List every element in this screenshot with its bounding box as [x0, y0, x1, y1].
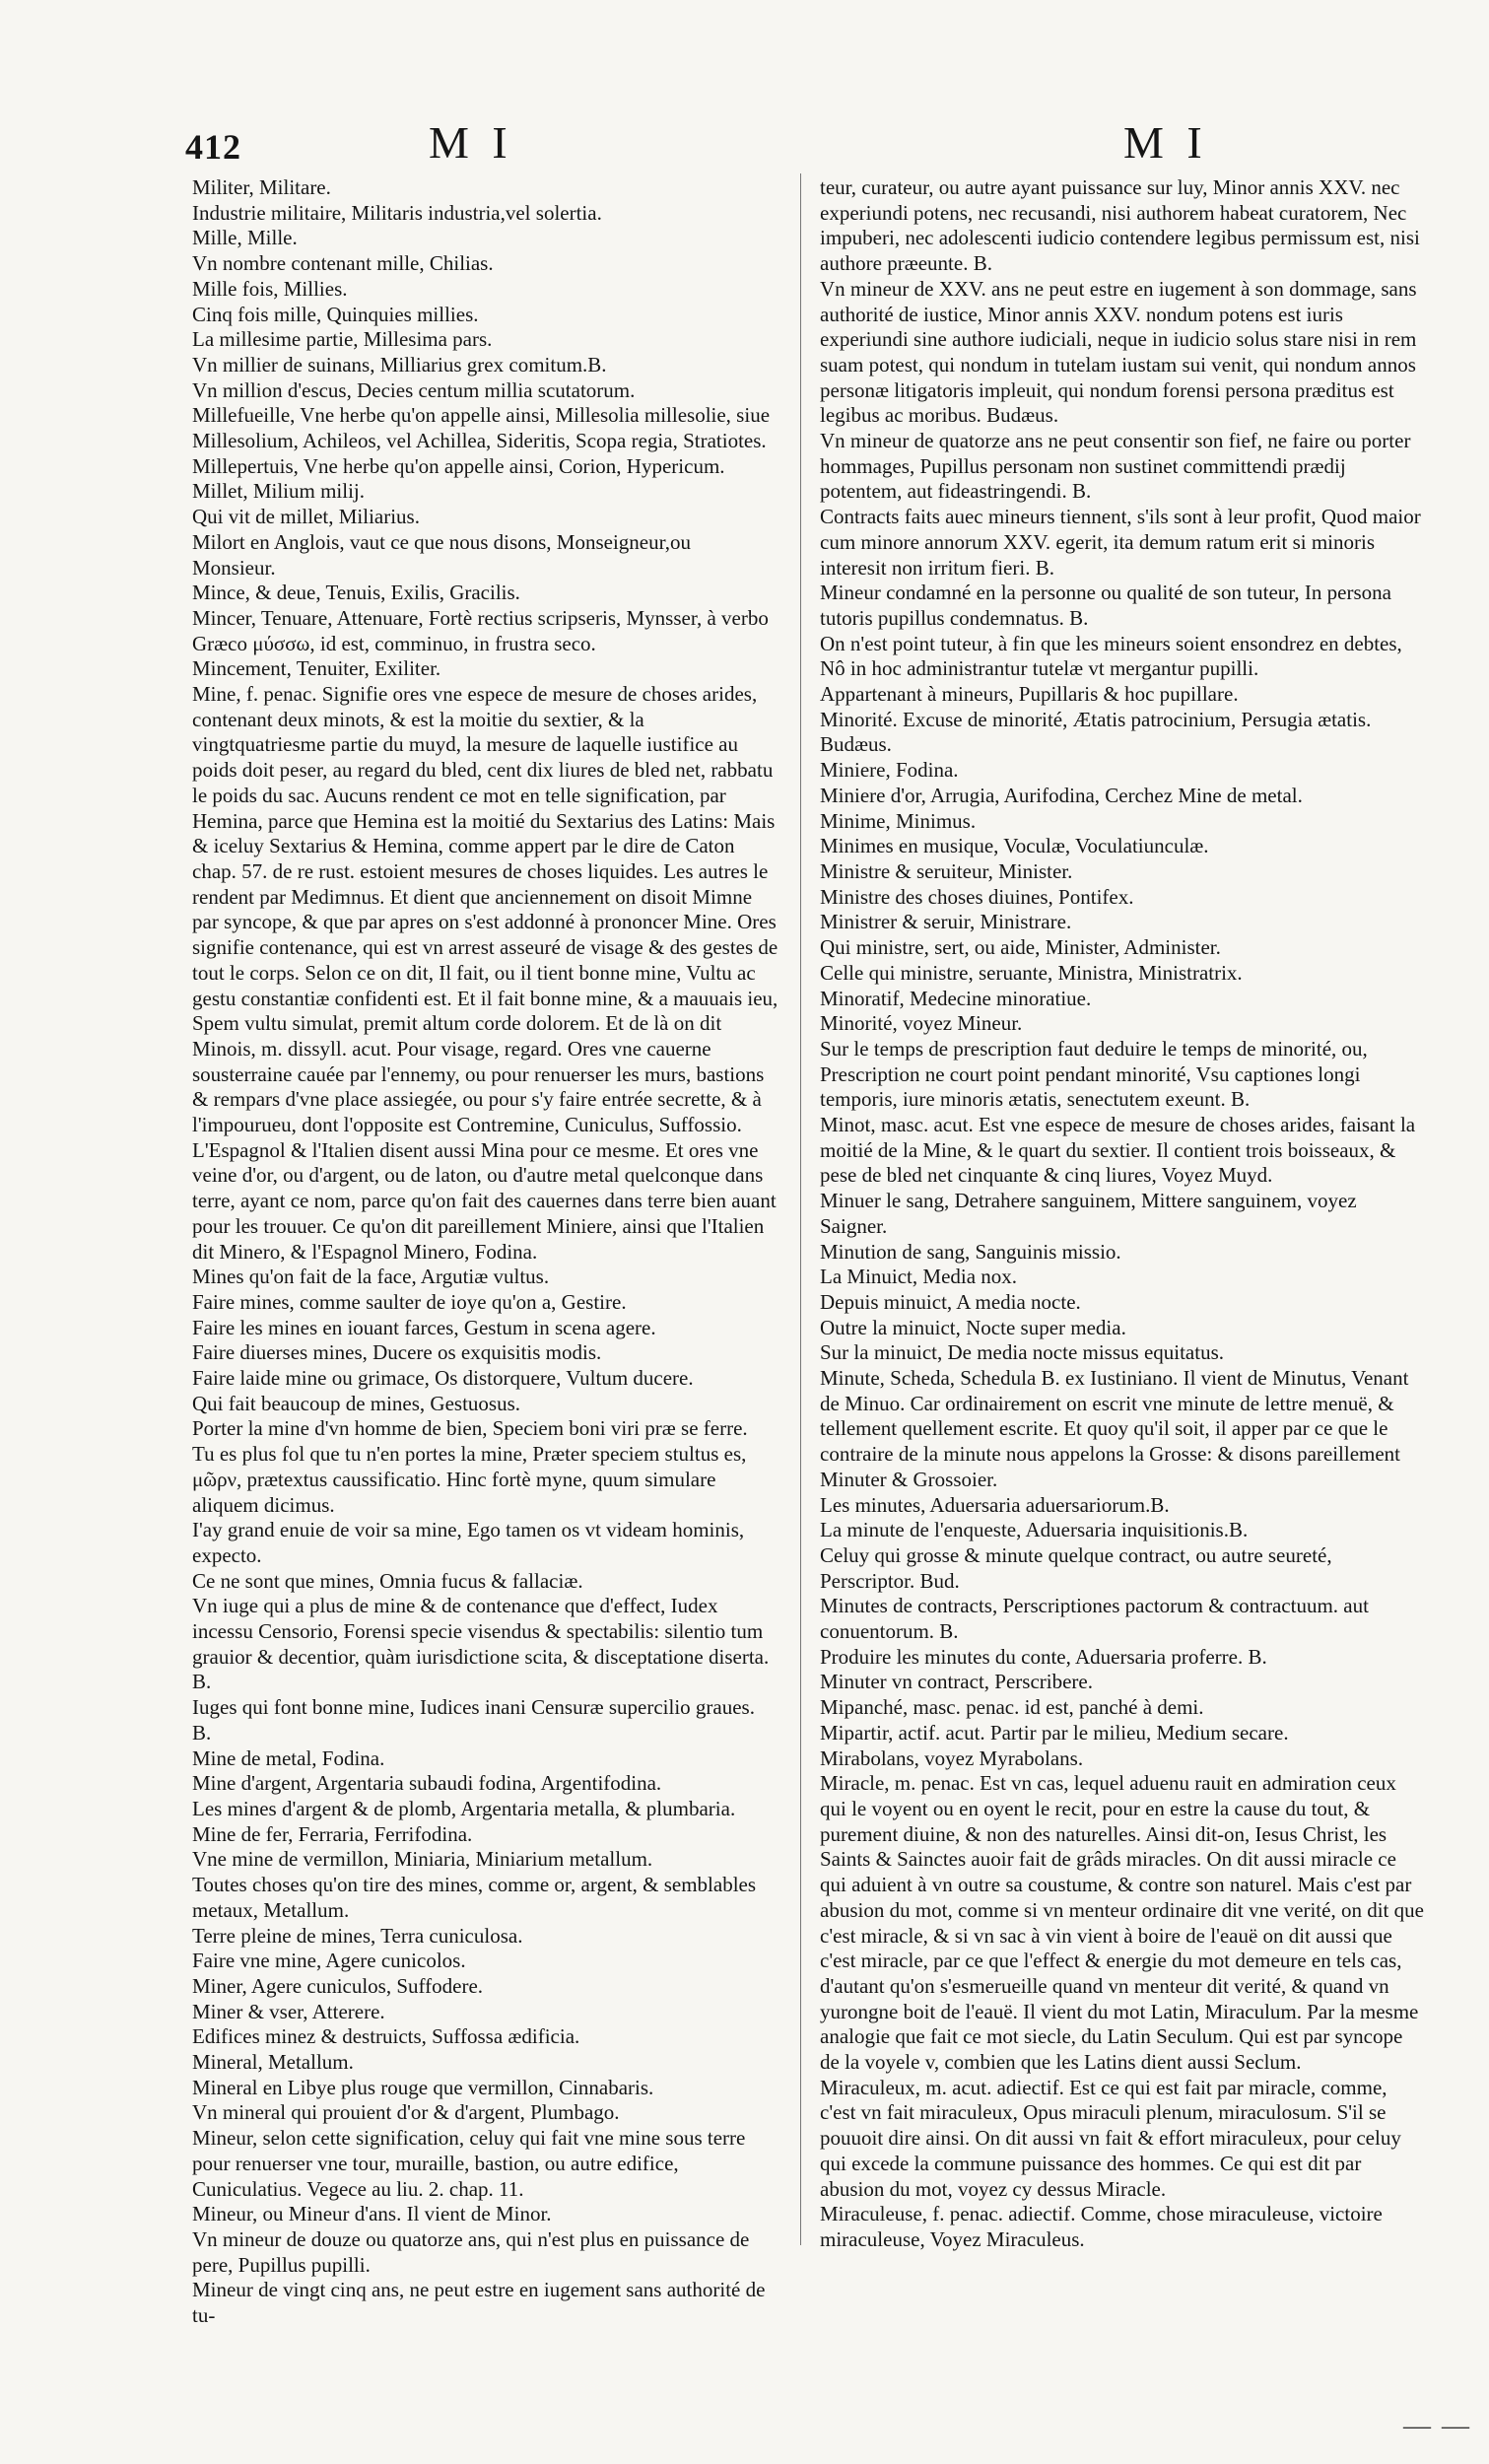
dictionary-entry: Faire diuerses mines, Ducere os exquisitis modis.: [192, 1340, 602, 1365]
dictionary-entry: teur, curateur, ou autre ayant puissance sur luy, Minor annis XXV. nec experiundi potens, nec recusandi, nisi authorem habeat curatorem, Nec impuberi, nec adolescenti iudicio contendere legibus permissum est, nisi authore præeunte. B.: [820, 175, 1420, 276]
dictionary-entry: Mille fois, Millies.: [192, 276, 348, 301]
dictionary-entry: On n'est point tuteur, à fin que les mineurs soient ensondrez en debtes, Nô in hoc administrantur tutelæ vt mergantur pupilli.: [820, 631, 1402, 681]
dictionary-entry: Mipanché, masc. penac. id est, panché à demi.: [820, 1695, 1204, 1720]
dictionary-entry: Mineur condamné en la personne ou qualité de son tuteur, In persona tutoris pupillus condemnatus. B.: [820, 581, 1391, 630]
dictionary-entry: Cinq fois mille, Quinquies millies.: [192, 302, 479, 326]
dictionary-entry: Produire les minutes du conte, Aduersaria proferre. B.: [820, 1644, 1267, 1669]
dictionary-entry: Miner & vser, Atterere.: [192, 1999, 385, 2023]
dictionary-entry: Minutes de contracts, Perscriptiones pactorum & contractuum. aut conuentorum. B.: [820, 1594, 1369, 1644]
dictionary-entry: Millepertuis, Vne herbe qu'on appelle ainsi, Corion, Hypericum.: [192, 453, 725, 478]
dictionary-entry: I'ay grand enuie de voir sa mine, Ego tamen os vt videam hominis, expecto.: [192, 1518, 745, 1567]
dictionary-entry: Vne mine de vermillon, Miniaria, Miniarium metallum.: [192, 1847, 653, 1872]
running-head-left: M I: [429, 117, 513, 168]
dictionary-entry: Mincer, Tenuare, Attenuare, Fortè rectius scripseris, Mynsser, à verbo Græco μύσσω, id est, comminuo, in frustra seco.: [192, 605, 769, 655]
dictionary-entry: Mineur, ou Mineur d'ans. Il vient de Minor.: [192, 2202, 552, 2226]
dictionary-entry: Minute, Scheda, Schedula B. ex Iustiniano. Il vient de Minutus, Venant de Minuo. Car ordinairement on escrit vne minute de lettre menuë, & tellement quellement escrite. Et quoy qu'il soit, il apper par ce que le contraire de la minute nous appelons la Grosse: & disons pareillement Minuter & Grossoier.: [820, 1366, 1409, 1491]
dictionary-entry: Contracts faits auec mineurs tiennent, s'ils sont à leur profit, Quod maior cum minore annorum XXV. egerit, ita demum ratum erit si minoris interesit non irritum fieri. B.: [820, 505, 1421, 580]
dictionary-entry: Industrie militaire, Militaris industria,vel solertia.: [192, 200, 602, 225]
left-column: [192, 175, 778, 2329]
dictionary-entry: Miraculeux, m. acut. adiectif. Est ce qui est fait par miracle, comme, c'est vn fait miraculeux, Opus miraculi plenum, miraculosum. S'il se pouuoit dire ainsi. On dit aussi vn fait & effort miraculeux, pour celuy qui excede la commune puissance des hommes. Ce qui est dit par abusion du mot, voyez cy dessus Miracle.: [820, 2075, 1401, 2201]
dictionary-entry: Faire les mines en iouant farces, Gestum in scena agere.: [192, 1315, 656, 1339]
dictionary-entry: Terre pleine de mines, Terra cuniculosa.: [192, 1923, 523, 1948]
dictionary-entry: Miraculeuse, f. penac. adiectif. Comme, chose miraculeuse, victoire miraculeuse, Voyez Miraculeus.: [820, 2202, 1383, 2251]
dictionary-entry: Qui vit de millet, Miliarius.: [192, 505, 420, 529]
dictionary-entry: Celuy qui grosse & minute quelque contract, ou autre seureté, Perscriptor. Bud.: [820, 1542, 1332, 1593]
dictionary-entry: Miniere d'or, Arrugia, Aurifodina, Cerchez Mine de metal.: [820, 783, 1303, 807]
dictionary-entry: Outre la minuict, Nocte super media.: [820, 1315, 1126, 1339]
dictionary-entry: Mipartir, actif. acut. Partir par le milieu, Medium secare.: [820, 1720, 1289, 1745]
dictionary-entry: Celle qui ministre, seruante, Ministra, Ministratrix.: [820, 960, 1243, 985]
dictionary-entry: Vn nombre contenant mille, Chilias.: [192, 251, 494, 276]
dictionary-entry: Millefueille, Vne herbe qu'on appelle ainsi, Millesolia millesolie, siue Millesolium, Achileos, vel Achillea, Sideritis, Scopa regia, Stratiotes.: [192, 403, 771, 453]
dictionary-entry: Milort en Anglois, vaut ce que nous disons, Monseigneur,ou Monsieur.: [192, 529, 692, 580]
dictionary-entry: Miracle, m. penac. Est vn cas, lequel aduenu rauit en admiration ceux qui le voyent ou en oyent le recit, pour en estre la cause du tout, & purement diuine, & non des naturelles. Ainsi dit-on, Iesus Christ, les Saints & Sainctes auoir fait de grâds miracles. On dit aussi miracle ce qui aduient à vn outre sa coustume, & contre son naturel. Mais c'est par abusion du mot, comme si vn menteur ordinaire dit vne verité, on dit que c'est miracle, & si vn sac à vin vient à boire de l'eauë on dit aussi que c'est miracle, par ce que l'effect & energie du mot demeure en tels cas, d'autant qu'on s'esmerueille quand vn menteur dit verité, & quand vn yurongne boit de l'eauë. Il vient du mot Latin, Miraculum. Par la mesme analogie que fait ce mot siecle, du Latin Seculum. Qui est par syncope de la voyele v, combien que les Latins dient aussi Seclum.: [820, 1771, 1424, 2075]
dictionary-entry: Millet, Milium milij.: [192, 479, 366, 504]
dictionary-entry: Minoratif, Medecine minoratiue.: [820, 986, 1092, 1010]
dictionary-entry: Mineral en Libye plus rouge que vermillon, Cinnabaris.: [192, 2075, 654, 2099]
dictionary-entry: Vn mineur de quatorze ans ne peut consentir son fief, ne faire ou porter hommages, Pupillus personam non sustinet committendi prædij potentem, aut fideastringendi. B.: [820, 429, 1411, 504]
dictionary-entry: Appartenant à mineurs, Pupillaris & hoc pupillare.: [820, 682, 1239, 707]
dictionary-entry: Toutes choses qu'on tire des mines, comme or, argent, & semblables metaux, Metallum.: [192, 1873, 757, 1922]
dictionary-entry: Porter la mine d'vn homme de bien, Speciem boni viri præ se ferre.: [192, 1416, 748, 1441]
dictionary-entry: Ce ne sont que mines, Omnia fucus & fallaciæ.: [192, 1568, 583, 1593]
dictionary-entry: Mincement, Tenuiter, Exiliter.: [192, 656, 441, 681]
dictionary-entry: Miniere, Fodina.: [820, 758, 959, 783]
dictionary-entry: Iuges qui font bonne mine, Iudices inani Censuræ supercilio graues. B.: [192, 1695, 755, 1745]
dictionary-entry: Minorité, voyez Mineur.: [820, 1011, 1023, 1036]
dictionary-entry: Minime, Minimus.: [820, 808, 977, 833]
dictionary-entry: Tu es plus fol que tu n'en portes la mine, Præter speciem stultus es, μῶρν, prætextus caussificatio. Hinc fortè myne, quum simulare aliquem dicimus.: [192, 1442, 747, 1517]
dictionary-entry: Faire laide mine ou grimace, Os distorquere, Vultum ducere.: [192, 1366, 694, 1391]
dictionary-entry: Faire vne mine, Agere cunicolos.: [192, 1949, 466, 1973]
dictionary-entry: Sur la minuict, De media nocte missus equitatus.: [820, 1340, 1225, 1365]
dictionary-entry: Mineur de vingt cinq ans, ne peut estre en iugement sans authorité de tu-: [192, 2278, 766, 2328]
dictionary-entry: Mine de metal, Fodina.: [192, 1745, 385, 1770]
column-divider: [800, 173, 801, 2245]
dictionary-entry: Mineral, Metallum.: [192, 2050, 354, 2075]
dictionary-entry: Les mines d'argent & de plomb, Argentaria metalla, & plumbaria.: [192, 1797, 736, 1820]
dictionary-entry: La minute de l'enqueste, Aduersaria inquisitionis.B.: [820, 1518, 1249, 1542]
dictionary-entry: Mineur, selon cette signification, celuy qui fait vne mine sous terre pour renuerser vne tour, muraille, bastion, ou autre edifice, Cuniculatius. Vegece au liu. 2. chap. 11.: [192, 2126, 746, 2201]
dictionary-entry: Edifices minez & destruicts, Suffossa ædificia.: [192, 2024, 580, 2049]
dictionary-entry: Minot, masc. acut. Est vne espece de mesure de choses arides, faisant la moitié de la Mine, & le quart du sextier. Il contient trois boisseaux, & pese de bled net cinquante & cinq liures, Voyez Muyd.: [820, 1113, 1416, 1188]
dictionary-entry: Vn iuge qui a plus de mine & de contenance que d'effect, Iudex incessu Censorio, Forensi specie visendus & spectabilis: silentio tum grauior & decentior, quàm iurisdictione scita, & disceptatione diserta. B.: [192, 1594, 770, 1694]
footer-mark: — —: [1403, 2411, 1471, 2441]
dictionary-entry: Ministre des choses diuines, Pontifex.: [820, 884, 1134, 909]
dictionary-entry: Mine de fer, Ferraria, Ferrifodina.: [192, 1821, 473, 1846]
dictionary-entry: Vn millier de suinans, Milliarius grex comitum.B.: [192, 352, 607, 376]
dictionary-entry: Qui fait beaucoup de mines, Gestuosus.: [192, 1391, 521, 1415]
dictionary-entry: Ministrer & seruir, Ministrare.: [820, 910, 1072, 934]
dictionary-entry: Qui ministre, sert, ou aide, Minister, Administer.: [820, 935, 1221, 960]
dictionary-entry: La millesime partie, Millesima pars.: [192, 327, 493, 352]
page-number: 412: [185, 127, 241, 167]
dictionary-entry: Minimes en musique, Voculæ, Voculatiunculæ.: [820, 834, 1209, 858]
dictionary-entry: Depuis minuict, A media nocte.: [820, 1289, 1081, 1314]
dictionary-entry: Miner, Agere cuniculos, Suffodere.: [192, 1973, 484, 1998]
dictionary-entry: Mirabolans, voyez Myrabolans.: [820, 1745, 1084, 1770]
dictionary-entry: Sur le temps de prescription faut deduire le temps de minorité, ou, Prescription ne court point pendant minorité, Vsu captiones longi temporis, iure minoris ætatis, senectutem exeunt. B.: [820, 1036, 1368, 1112]
dictionary-entry: Mille, Mille.: [192, 226, 298, 250]
dictionary-entry: Faire mines, comme saulter de ioye qu'on a, Gestire.: [192, 1289, 627, 1314]
dictionary-entry: Les minutes, Aduersaria aduersariorum.B.: [820, 1492, 1170, 1517]
dictionary-entry: Vn mineral qui prouient d'or & d'argent, Plumbago.: [192, 2100, 620, 2125]
dictionary-entry: Minuter vn contract, Perscribere.: [820, 1670, 1093, 1694]
dictionary-entry: Vn mineur de XXV. ans ne peut estre en iugement à son dommage, sans authorité de iustice, Minor annis XXV. nondum potens est iuris experiundi sine authore iudiciali, neque in iudicio solus stare nisi in rem suam potest, qui nondum in tutelam iustam sui venit, qui nondum annos personæ litigatoris impleuit, qui nondum forensi persona præditus est legibus ac moribus. Budæus.: [820, 276, 1417, 428]
dictionary-entry: Mince, & deue, Tenuis, Exilis, Gracilis.: [192, 581, 520, 605]
dictionary-entry: Vn mineur de douze ou quatorze ans, qui n'est plus en puissance de pere, Pupillus pupilli.: [192, 2226, 750, 2277]
dictionary-entry: Ministre & seruiteur, Minister.: [820, 858, 1073, 883]
dictionary-entry: Mines qu'on fait de la face, Argutiæ vultus.: [192, 1265, 550, 1289]
dictionary-entry: La Minuict, Media nox.: [820, 1265, 1018, 1289]
dictionary-entry: Mine, f. penac. Signifie ores vne espece de mesure de choses arides, contenant deux minots, & est la moitie du sextier, & la vingtquatriesme partie du muyd, la mesure de laquelle iustifice au poids doit peser, au regard du bled, cent dix liures de bled net, rabbatu le poids du sac. Aucuns rendent ce mot en telle signification, par Hemina, parce que Hemina est la moitié du Sextarius des Latins: Mais & iceluy Sextarius & Hemina, comme appert par le dire de Caton chap. 57. de re rust. estoient mesures de choses liquides. Les autres le rendent par Medimnus. Et dient que anciennement on disoit Mimne par syncope, & que par apres on s'est addonné à prononcer Mine. Ores signifie contenance, qui est vn arrest asseuré de visage & des gestes de tout le corps. Selon ce on dit, Il fait, ou il tient bonne mine, Vultu ac gestu constantiæ confidenti est. Et il fait bonne mine, & a mauuais ieu, Spem vultu simulat, premit altum corde dolorem. Et de là on dit Minois, m. dissyll. acut. Pour visage, regard. Ores vne cauerne sousterraine cauée par l'ennemy, ou pour renuerser les murs, bastions & rempars d'vne place assiegée, ou pour s'y faire entrée secrette, & à l'impourueu, dont l'opposite est Contremine, Cuniculus, Suffossio. L'Espagnol & l'Italien disent aussi Mina pour ce mesme. Et ores vne veine d'or, ou d'argent, ou de laton, ou d'autre metal quelconque dans terre, ayant ce nom, parce qu'on fait des cauernes dans terre bien auant pour les trouuer. Ce qu'on dit pareillement Miniere, ainsi que l'Italien dit Minero, & l'Espagnol Minero, Fodina.: [192, 682, 778, 1264]
dictionary-entry: Militer, Militare.: [192, 175, 331, 199]
dictionary-entry: Minorité. Excuse de minorité, Ætatis patrocinium, Persugia ætatis. Budæus.: [820, 707, 1372, 757]
dictionary-entry: Vn million d'escus, Decies centum millia scutatorum.: [192, 377, 636, 402]
right-column: [820, 175, 1426, 2253]
dictionary-entry: Minuer le sang, Detrahere sanguinem, Mittere sanguinem, voyez Saigner.: [820, 1189, 1357, 1238]
dictionary-entry: Minution de sang, Sanguinis missio.: [820, 1239, 1121, 1264]
dictionary-entry: Mine d'argent, Argentaria subaudi fodina, Argentifodina.: [192, 1771, 662, 1796]
running-head-right: M I: [1123, 117, 1208, 168]
